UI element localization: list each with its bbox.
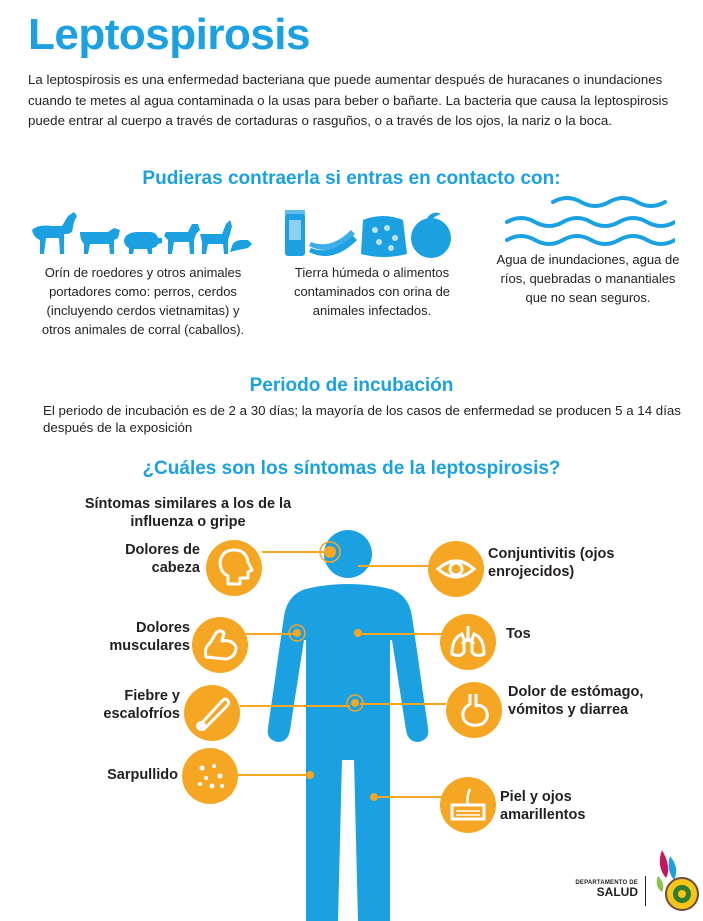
incubation-heading: Periodo de incubación: [249, 375, 454, 396]
head-icon: [206, 540, 262, 596]
rash-icon: [182, 748, 238, 804]
leader-line-eye: [358, 565, 430, 567]
water-waves-icon: [505, 194, 675, 254]
logo-divider: [645, 876, 646, 906]
leader-line-lungs: [358, 633, 442, 635]
contact-food-text: Tierra húmeda o alimentos contaminados con orina de animales infectados.: [293, 265, 451, 318]
stomach-icon: [446, 682, 502, 738]
thermometer-icon: [184, 685, 240, 741]
department-name: SALUD: [596, 885, 638, 899]
muscle-icon-circle: [192, 617, 248, 673]
contact-animals-text: Orín de roedores y otros animales portadores como: perros, cerdos (incluyendo cerdos vietnamitas) y otros animales de corral (caballos).: [41, 265, 245, 337]
fever-icon-circle: [184, 685, 240, 741]
government-seal-icon: [652, 846, 700, 918]
symptom-cough-label: Tos: [506, 626, 531, 642]
skin-icon-circle: [440, 777, 496, 833]
eye-icon-circle: [428, 541, 484, 597]
symptom-conjunctivitis-label: Conjuntivitis (ojos enrojecidos): [488, 546, 615, 580]
incubation-text: El periodo de incubación es de 2 a 30 días; la mayoría de los casos de enfermedad se producen 5 a 14 días después de la exposición: [43, 403, 681, 435]
department-label: DEPARTAMENTO DE: [575, 880, 638, 886]
rash-icon-circle: [182, 748, 238, 804]
symptom-jaundice-label: Piel y ojos amarillentos: [500, 789, 586, 823]
farm-animals-icon: [28, 210, 254, 260]
contact-heading: Pudieras contraerla si entras en contacto con:: [142, 168, 561, 189]
target-stomach-icon: [344, 692, 366, 714]
leader-line-head: [262, 551, 334, 553]
symptoms-heading: ¿Cuáles son los síntomas de la leptospirosis?: [142, 458, 561, 479]
lungs-icon-circle: [440, 614, 496, 670]
symptom-rash-label: Sarpullido: [107, 767, 178, 783]
lungs-icon: [440, 614, 496, 670]
target-skin-icon: [366, 789, 382, 805]
eye-icon: [428, 541, 484, 597]
food-soil-icon: [283, 208, 473, 260]
department-logo-text: [574, 880, 638, 898]
target-rash-icon: [302, 767, 318, 783]
muscle-arm-icon: [192, 617, 248, 673]
symptom-stomach-label: Dolor de estómago, vómitos y diarrea: [508, 684, 644, 718]
leader-line-stomach: [360, 703, 446, 705]
page-title: Leptospirosis: [28, 10, 310, 59]
symptom-fever-label: Fiebre y escalofríos: [103, 688, 180, 722]
contact-water-text: Agua de inundaciones, agua de ríos, quebradas o manantiales que no sean seguros.: [496, 252, 680, 305]
intro-paragraph: La leptospirosis es una enfermedad bacteriana que puede aumentar después de huracanes o inundaciones cuando te metes al agua contaminada o la usas para beber o bañarte. La bacteria que causa la leptospirosis puede entrar al cuerpo a través de cortaduras o rasguños, o a través de los ojos, la nariz o la boca.: [28, 72, 669, 128]
head-icon-circle: [206, 540, 262, 596]
leader-line-fever: [240, 705, 350, 707]
symptom-headache-label: Dolores de cabeza: [125, 542, 200, 576]
target-lungs-icon: [350, 625, 366, 641]
skin-icon: [440, 777, 496, 833]
stomach-icon-circle: [446, 682, 502, 738]
symptom-muscle-label: Dolores musculares: [109, 620, 190, 654]
leader-line-skin: [372, 796, 444, 798]
target-muscle-icon: [286, 622, 308, 644]
flu-label: Síntomas similares a los de la influenza o gripe: [84, 496, 292, 530]
human-body-figure: [258, 530, 438, 921]
leader-line-rash: [238, 774, 306, 776]
